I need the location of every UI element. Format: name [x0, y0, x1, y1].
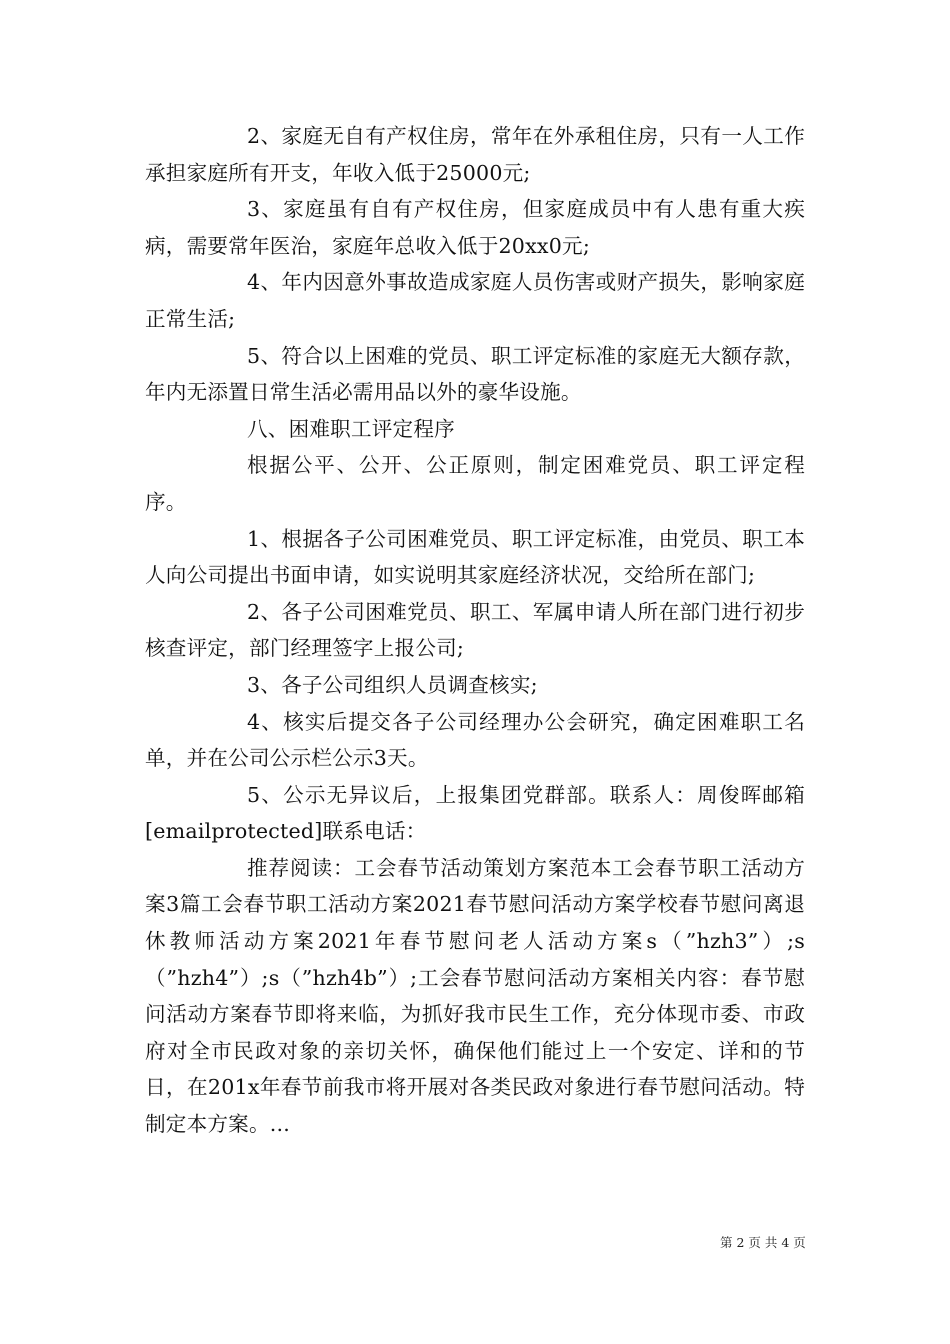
paragraph-procedure-3: 3、各子公司组织人员调查核实;	[247, 672, 538, 697]
paragraph-criterion-2: 2、家庭无自有产权住房，常年在外承租住房，只有一人工作承担家庭所有开支，年收入低于25000元;	[145, 124, 805, 185]
paragraph-procedure-5: 5、公示无异议后，上报集团党群部。联系人：周俊晖邮箱[emailprotected]联系电话：	[145, 782, 805, 844]
paragraph-recommended-reading: 推荐阅读：工会春节活动策划方案范本工会春节职工活动方案3篇工会春节职工活动方案2021春节慰问活动方案学校春节慰问离退休教师活动方案2021年春节慰问老人活动方案s（”hzh3”）;s（”hzh4”）;s（”hzh4b”）;工会春节慰问活动方案相关内容：春节慰问活动方案春节即将来临，为抓好我市民生工作，充分体现市委、市政府对全市民政对象的亲切关怀，确保他们能过上一个安定、详和的节日，在201x年春节前我市将开展对各类民政对象进行春节慰问活动。特制定本方案。...	[145, 855, 805, 1137]
section-heading-8: 八、困难职工评定程序	[247, 416, 455, 441]
paragraph-criterion-4: 4、年内因意外事故造成家庭人员伤害或财产损失，影响家庭正常生活;	[145, 270, 805, 331]
paragraph-procedure-4: 4、核实后提交各子公司经理办公会研究，确定困难职工名单，并在公司公示栏公示3天。	[145, 709, 805, 771]
document-body	[145, 118, 805, 1143]
paragraph-criterion-3: 3、家庭虽有自有产权住房，但家庭成员中有人患有重大疾病，需要常年医治，家庭年总收入低于20xx0元;	[145, 197, 805, 258]
paragraph-criterion-5: 5、符合以上困难的党员、职工评定标准的家庭无大额存款，年内无添置日常生活必需用品以外的豪华设施。	[145, 343, 805, 405]
paragraph-principle: 根据公平、公开、公正原则，制定困难党员、职工评定程序。	[145, 453, 805, 514]
paragraph-procedure-1: 1、根据各子公司困难党员、职工评定标准，由党员、职工本人向公司提出书面申请，如实说明其家庭经济状况，交给所在部门;	[145, 526, 805, 588]
paragraph-procedure-2: 2、各子公司困难党员、职工、军属申请人所在部门进行初步核查评定，部门经理签字上报公司;	[145, 599, 805, 661]
page-number: 第 2 页 共 4 页	[720, 1235, 806, 1250]
